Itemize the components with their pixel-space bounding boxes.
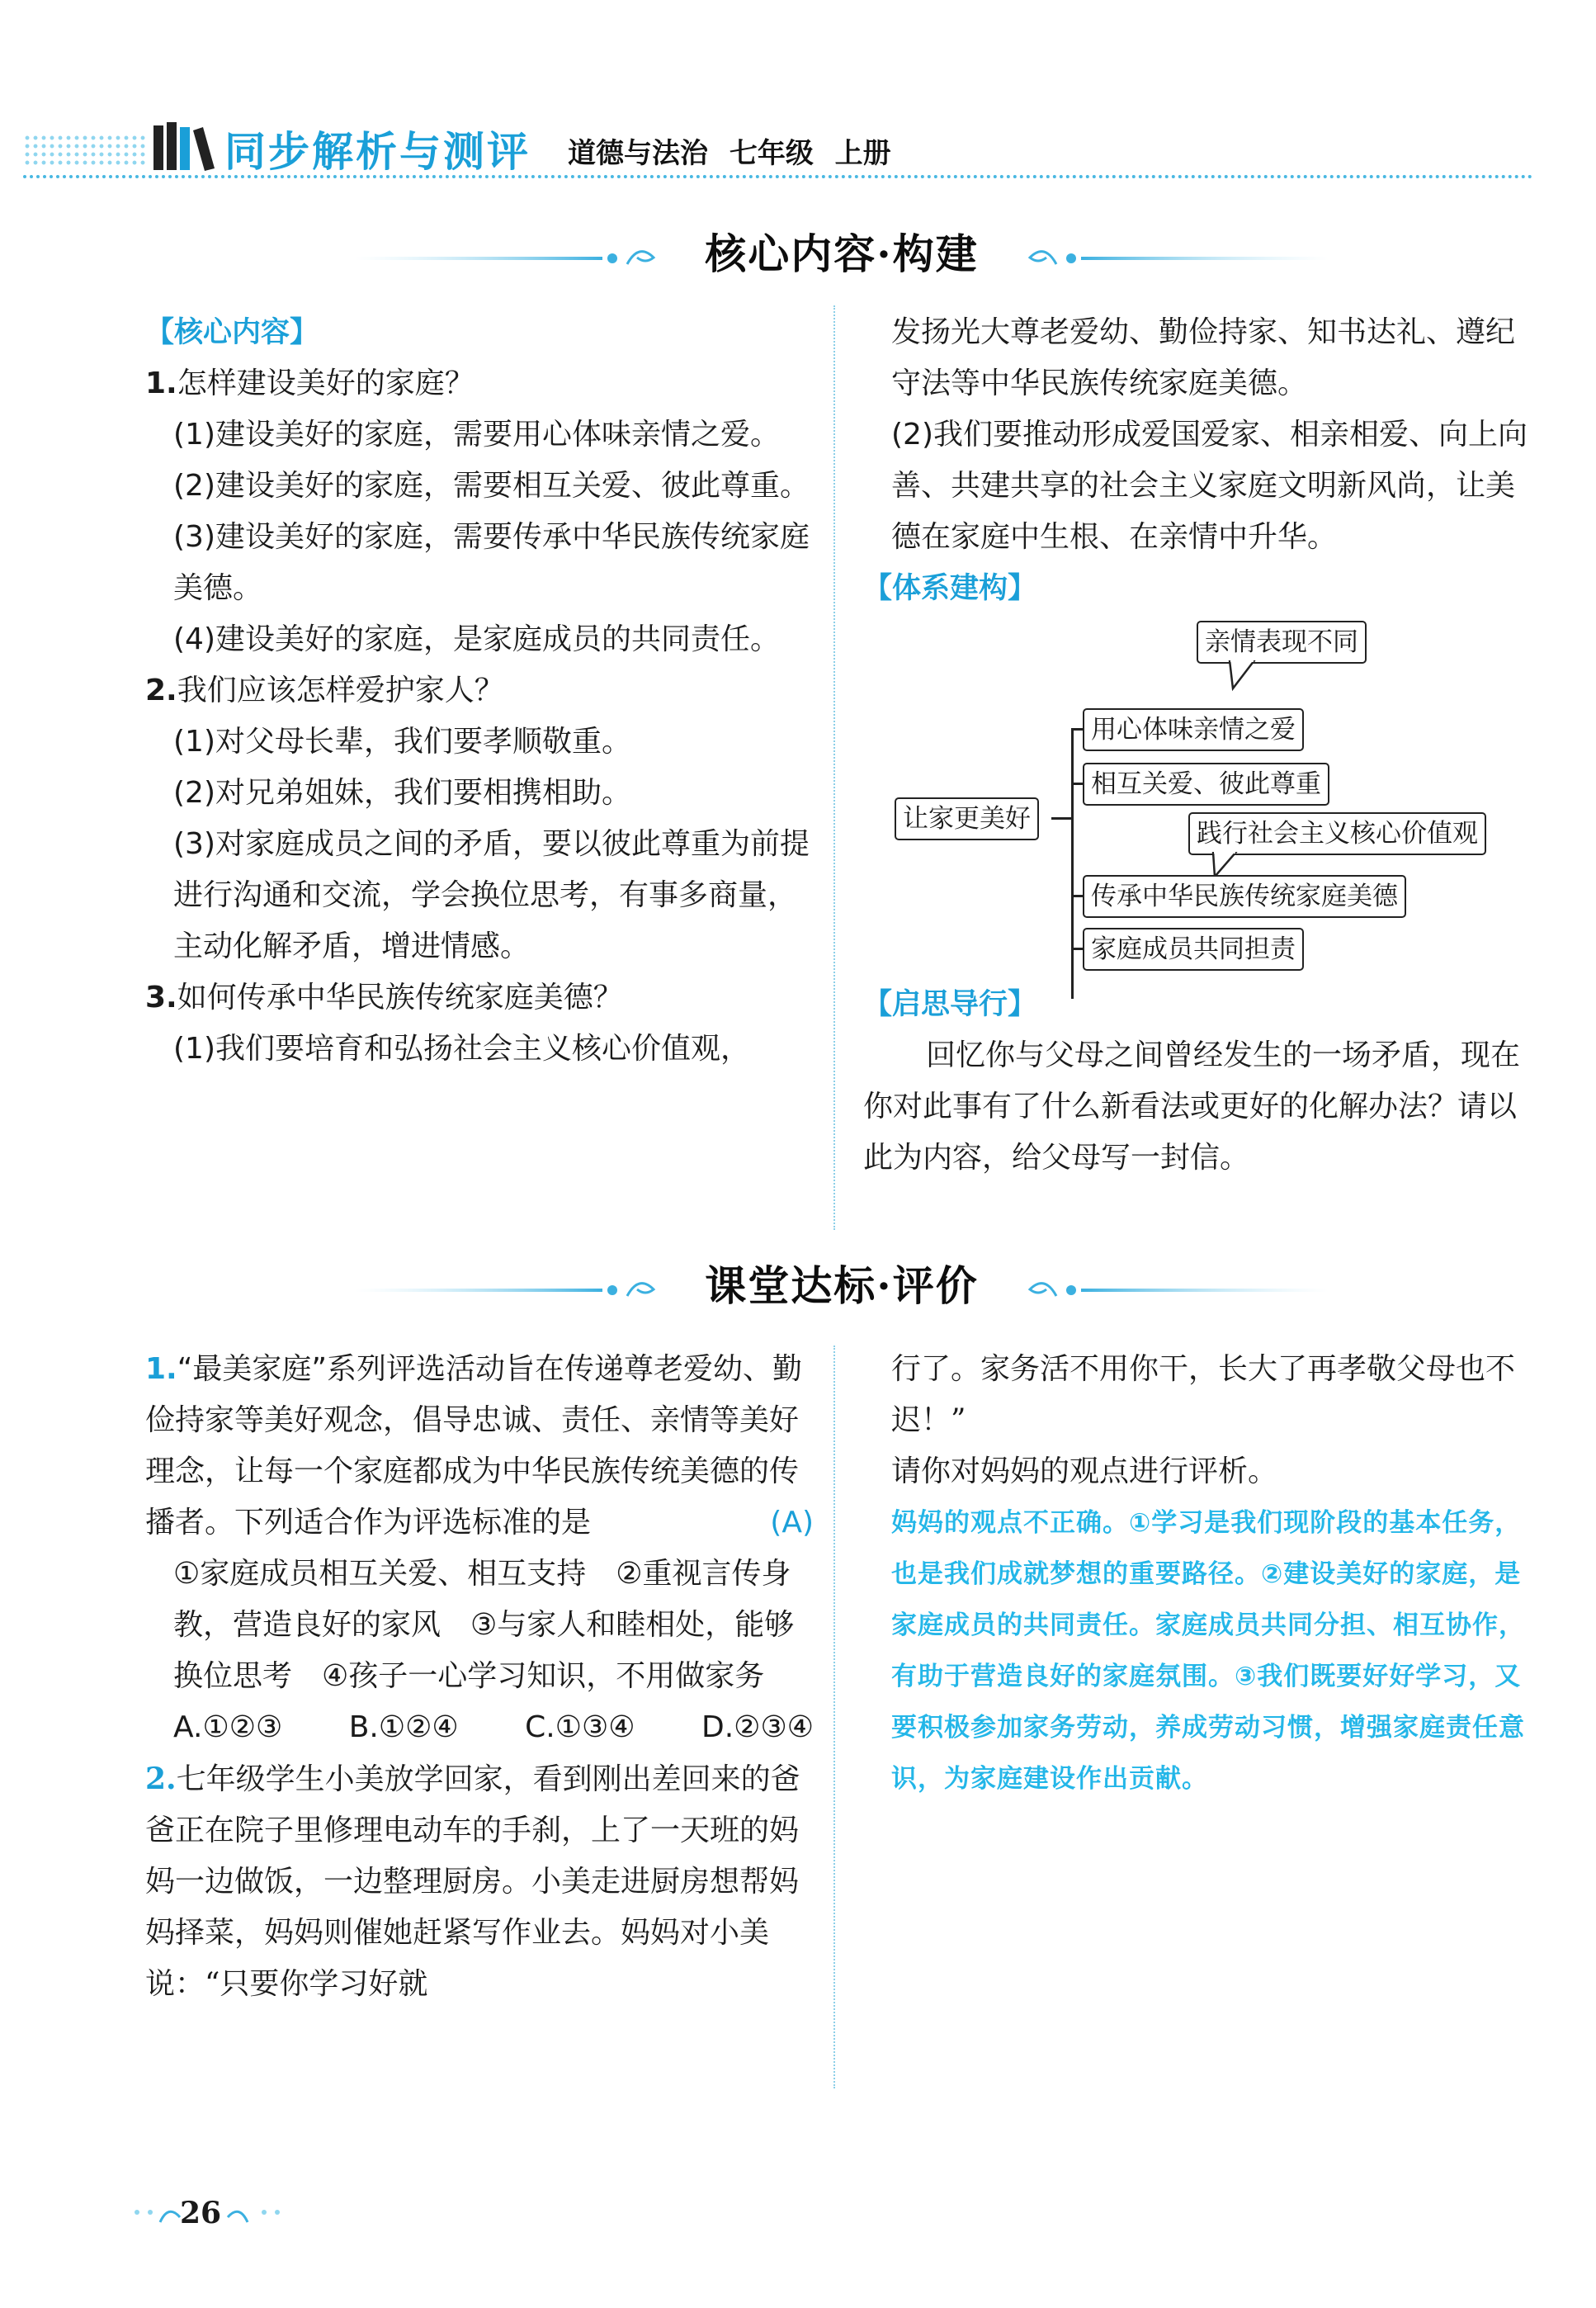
option-a: A.①②③ — [173, 1710, 283, 1744]
q1-item-3: (3)建设美好的家庭，需要传承中华民族传统家庭美德。 — [173, 520, 810, 605]
branch-connector — [1071, 948, 1083, 950]
callout-qinqing: 亲情表现不同 — [1197, 621, 1367, 664]
q3-item-1-continued: 发扬光大尊老爱幼、勤俭持家、知书达礼、遵纪守法等中华民族传统家庭美德。 — [891, 315, 1516, 400]
page-header — [23, 116, 1533, 183]
column-divider — [833, 1346, 835, 2088]
branch-3: 传承中华民族传统家庭美德 — [1083, 875, 1406, 918]
books-icon — [152, 121, 218, 172]
exercise-left — [145, 1344, 814, 2010]
core-content-tag: 【核心内容】 — [145, 316, 319, 349]
page-number: 26 — [180, 2196, 222, 2230]
exercise-2-prompt: 请你对妈妈的观点进行评析。 — [891, 1454, 1278, 1488]
answer-choice: (A) — [770, 1506, 814, 1539]
system-tag: 【体系建构】 — [863, 572, 1037, 605]
option-d: D.②③④ — [701, 1710, 814, 1744]
q2-item-1: (1)对父母长辈，我们要孝顺敬重。 — [173, 725, 631, 759]
exercise-right — [863, 1344, 1532, 1804]
exercise-2: 2.七年级学生小美放学回家，看到刚出差回来的爸爸正在院子里修理电动车的手刹，上了一天班的妈妈一边做饭，一边整理厨房。小美走进厨房想帮妈妈择菜，妈妈则催她赶紧写作业去。妈妈对小美说：“只要你学习好就 — [145, 1762, 800, 2001]
concept-diagram — [875, 611, 1535, 982]
section-banner-evaluation — [355, 1243, 1329, 1317]
section-title: 核心内容·构建 — [705, 229, 979, 278]
branch-connector — [1071, 895, 1083, 897]
branch-2: 相互关爱、彼此尊重 — [1083, 763, 1329, 806]
q1-item-1: (1)建设美好的家庭，需要用心体味亲情之爱。 — [173, 418, 780, 452]
section-title: 课堂达标·评价 — [705, 1261, 979, 1310]
branch-4: 家庭成员共同担责 — [1083, 928, 1304, 971]
q2-item-2: (2)对兄弟姐妹，我们要相携相助。 — [173, 776, 631, 810]
core-content-left — [145, 307, 814, 1075]
exercise-1-statements: ①家庭成员相互关爱、相互支持 ②重视言传身教，营造良好的家风 ③与家人和睦相处，能够换位思考 ④孩子一心学习知识，不用做家务 — [173, 1557, 795, 1693]
q3-item-1: (1)我们要培育和弘扬社会主义核心价值观， — [173, 1032, 750, 1066]
column-divider — [833, 305, 835, 1230]
branch-connector — [1071, 783, 1083, 785]
branch-1: 用心体味亲情之爱 — [1083, 708, 1304, 751]
q1-item-4: (4)建设美好的家庭，是家庭成员的共同责任。 — [173, 622, 780, 656]
guide-tag: 【启思导行】 — [863, 988, 1037, 1021]
callout-core-values: 践行社会主义核心价值观 — [1188, 812, 1486, 855]
core-content-right — [863, 307, 1532, 614]
q3-item-2: (2)我们要推动形成爱国爱家、相亲相爱、向上向善、共建共享的社会主义家庭文明新风尚，让美德在家庭中生根、在亲情中升华。 — [891, 418, 1528, 554]
guide-text: 回忆你与父母之间曾经发生的一场矛盾，现在你对此事有了什么新看法或更好的化解办法？请以此为内容，给父母写一封信。 — [863, 1038, 1521, 1175]
book-series-title: 同步解析与测评 — [224, 128, 531, 176]
root-connector — [1051, 817, 1071, 820]
book-subtitle: 道德与法治 七年级 上册 — [568, 137, 891, 170]
option-c: C.①③④ — [525, 1710, 635, 1744]
dot-pattern-decoration — [23, 134, 147, 167]
option-b: B.①②④ — [348, 1710, 459, 1744]
diagram-spine — [1071, 728, 1074, 999]
header-divider — [23, 175, 1533, 178]
exercise-2-continued: 行了。家务活不用你干，长大了再孝敬父母也不迟！” — [891, 1352, 1516, 1437]
q1-item-2: (2)建设美好的家庭，需要相互关爱、彼此尊重。 — [173, 469, 810, 503]
branch-connector — [1071, 728, 1083, 731]
question-3: 3.如何传承中华民族传统家庭美德？ — [145, 981, 623, 1014]
question-1: 1.怎样建设美好的家庭？ — [145, 367, 475, 400]
diagram-root: 让家更美好 — [895, 797, 1039, 840]
exercise-1: 1.“最美家庭”系列评选活动旨在传递尊老爱幼、勤俭持家等美好观念，倡导忠诚、责任、亲情等美好理念，让每一个家庭都成为中华民族传统美德的传播者。下列适合作为评选标准的是 (A) — [145, 1344, 814, 1549]
section-banner-core — [355, 211, 1329, 286]
handwritten-answer: 妈妈的观点不正确。①学习是我们现阶段的基本任务，也是我们成就梦想的重要路径。②建设美好的家庭，是家庭成员的共同责任。家庭成员共同分担、相互协作，有助于营造良好的家庭氛围。③我们既要好好学习，又要积极参加家务劳动，养成劳动习惯，增强家庭责任意识，为家庭建设作出贡献。 — [891, 1508, 1525, 1794]
exercise-1-options — [145, 1702, 814, 1753]
callout-pointer — [1221, 660, 1271, 693]
question-2: 2.我们应该怎样爱护家人？ — [145, 674, 504, 707]
q2-item-3: (3)对家庭成员之间的矛盾，要以彼此尊重为前提进行沟通和交流，学会换位思考，有事多商量，主动化解矛盾，增进情感。 — [173, 827, 810, 963]
guide-block — [863, 979, 1532, 1184]
